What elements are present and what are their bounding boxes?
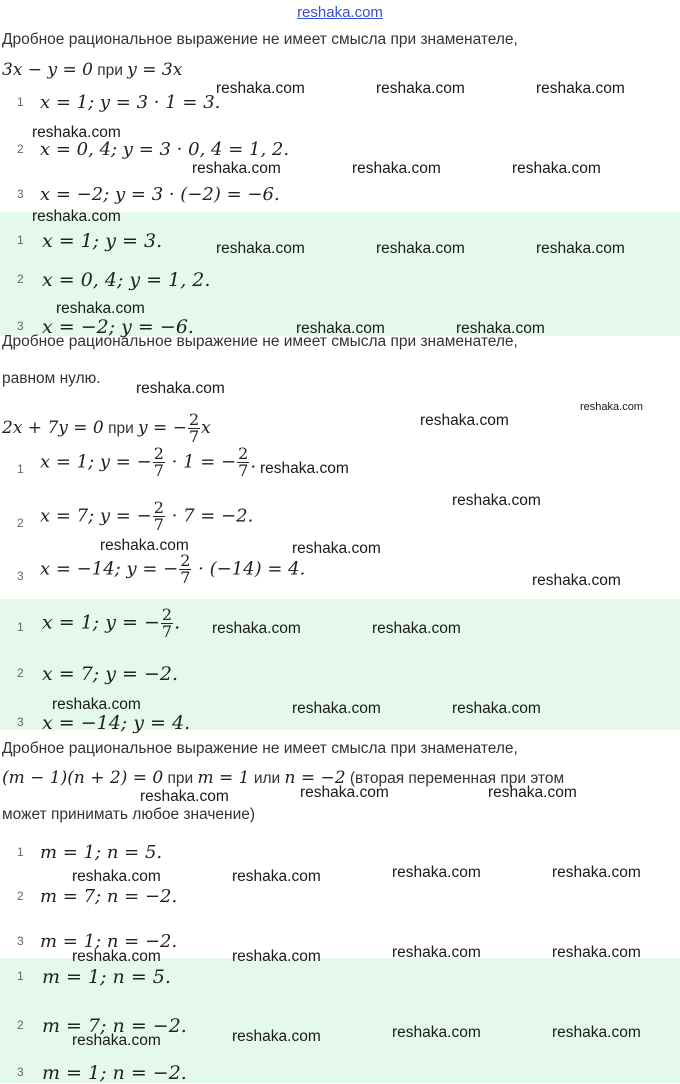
watermark: reshaka.com — [532, 572, 621, 589]
watermark: reshaka.com — [552, 864, 641, 881]
section-3-condition: (m − 1)(n + 2) = 0 при m = 1 или n = −2 (вторая переменная при этом — [2, 768, 565, 788]
watermark: reshaka.com — [32, 208, 121, 225]
watermark: reshaka.com — [452, 700, 541, 717]
watermark: reshaka.com — [376, 240, 465, 257]
watermark: reshaka.com — [580, 401, 643, 413]
watermark: reshaka.com — [212, 620, 301, 637]
watermark: reshaka.com — [300, 784, 389, 801]
watermark: reshaka.com — [72, 948, 161, 965]
watermark: reshaka.com — [56, 300, 145, 317]
watermark: reshaka.com — [536, 80, 625, 97]
site-link[interactable]: reshaka.com — [297, 4, 383, 21]
watermark: reshaka.com — [552, 944, 641, 961]
watermark: reshaka.com — [72, 1032, 161, 1049]
section-2-intro-2: равном нулю. — [2, 370, 101, 387]
watermark: reshaka.com — [376, 80, 465, 97]
section-2-intro: Дробное рациональное выражение не имеет смысла при знаменателе, — [2, 333, 518, 350]
watermark: reshaka.com — [392, 864, 481, 881]
watermark: reshaka.com — [216, 80, 305, 97]
section-1-condition: 3x − y = 0 при y = 3x — [2, 60, 183, 80]
answer-block-3: 1 m = 1; n = 5. 2 m = 7; n = −2. 3 m = 1; n = −2. — [0, 958, 680, 1083]
watermark: reshaka.com — [216, 240, 305, 257]
watermark: reshaka.com — [392, 944, 481, 961]
watermark: reshaka.com — [100, 537, 189, 554]
watermark: reshaka.com — [488, 784, 577, 801]
section-2-condition: 2x + 7y = 0 при y = − $\frac{2}{7}$ x — [2, 410, 211, 446]
answer-block-2: 1 x = 1; y = − $\frac{2}{7}$ . 2 x = 7; y = −2. 3 x = −14; y = 4. — [0, 599, 680, 730]
answer-block-1: 1 x = 1; y = 3. 2 x = 0, 4; y = 1, 2. 3 x = −2; y = −6. — [0, 212, 680, 336]
watermark: reshaka.com — [512, 160, 601, 177]
watermark: reshaka.com — [232, 868, 321, 885]
watermark: reshaka.com — [552, 1024, 641, 1041]
watermark: reshaka.com — [32, 124, 121, 141]
section-3-intro: Дробное рациональное выражение не имеет смысла при знаменателе, — [2, 740, 518, 757]
watermark: reshaka.com — [296, 320, 385, 337]
watermark: reshaka.com — [232, 1028, 321, 1045]
watermark: reshaka.com — [260, 460, 349, 477]
watermark: reshaka.com — [452, 492, 541, 509]
watermark: reshaka.com — [192, 160, 281, 177]
site-header — [0, 2, 680, 21]
watermark: reshaka.com — [140, 788, 229, 805]
watermark: reshaka.com — [292, 540, 381, 557]
section-1-intro: Дробное рациональное выражение не имеет смысла при знаменателе, — [2, 31, 518, 48]
watermark: reshaka.com — [72, 868, 161, 885]
watermark: reshaka.com — [292, 700, 381, 717]
watermark: reshaka.com — [456, 320, 545, 337]
watermark: reshaka.com — [52, 696, 141, 713]
watermark: reshaka.com — [392, 1024, 481, 1041]
watermark: reshaka.com — [352, 160, 441, 177]
section-3-condition-note: может принимать любое значение) — [2, 806, 256, 823]
watermark: reshaka.com — [536, 240, 625, 257]
watermark: reshaka.com — [136, 380, 225, 397]
watermark: reshaka.com — [232, 948, 321, 965]
watermark: reshaka.com — [420, 412, 509, 429]
watermark: reshaka.com — [372, 620, 461, 637]
